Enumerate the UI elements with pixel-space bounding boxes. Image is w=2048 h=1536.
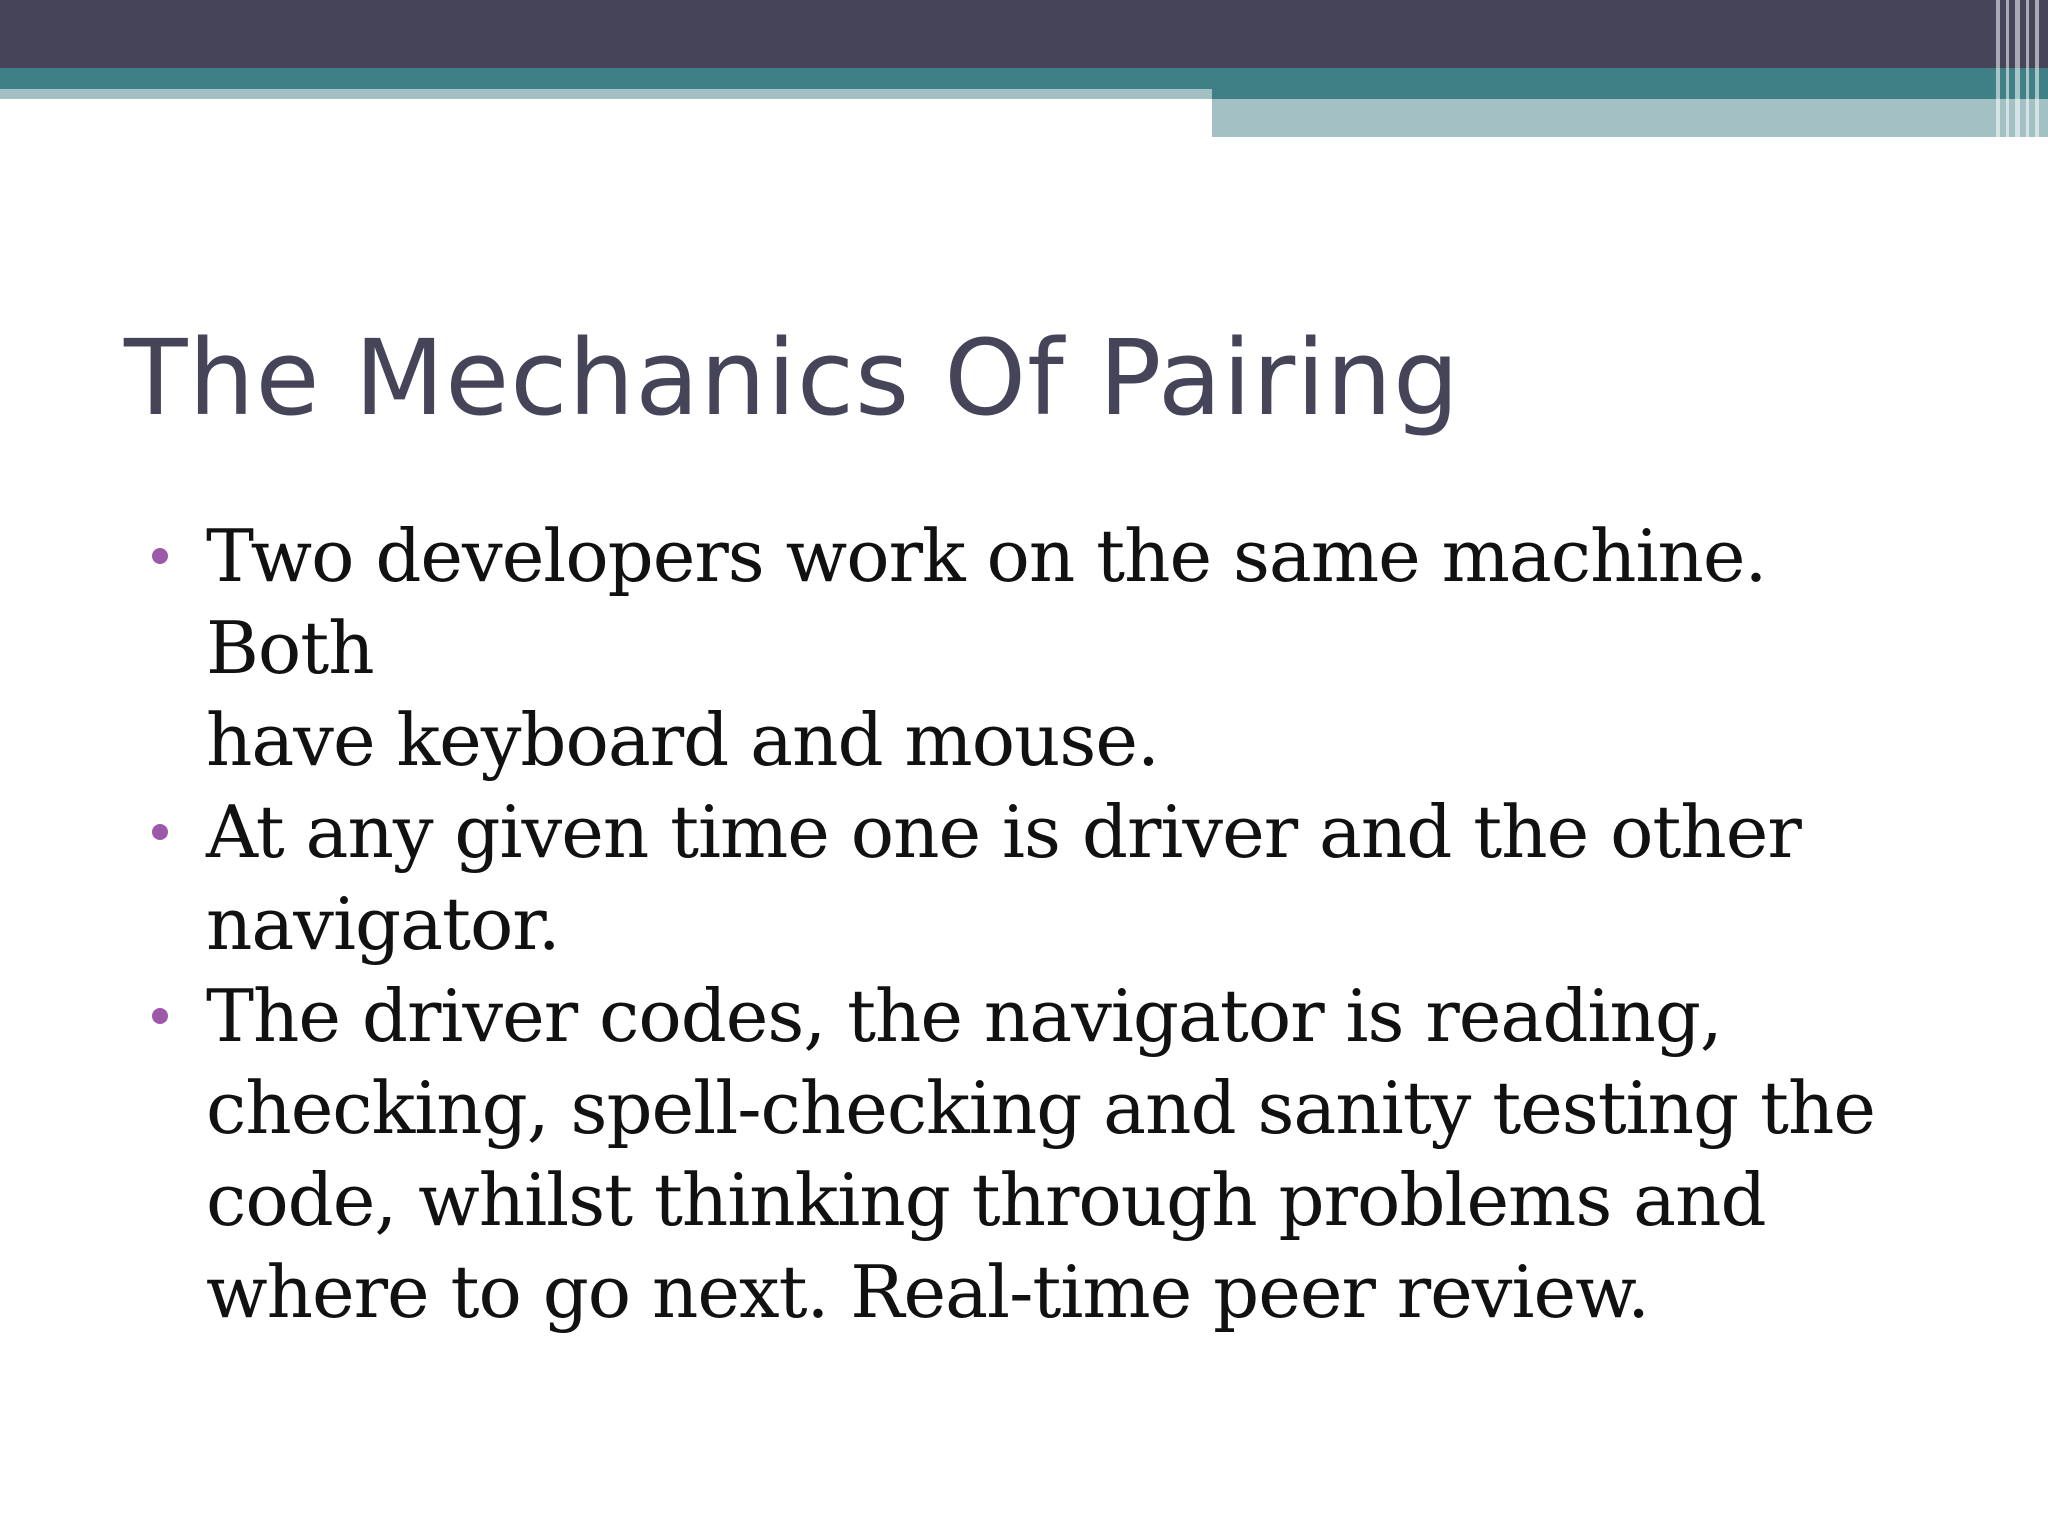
- bullet-line: checking, spell-checking and sanity testing the: [206, 1066, 1875, 1150]
- bullet-line: Two developers work on the same machine. Both: [206, 514, 1767, 690]
- bullet-dot-icon: [152, 1008, 168, 1024]
- bullet-line: code, whilst thinking through problems and: [206, 1158, 1766, 1242]
- bullet-dot-icon: [152, 548, 168, 564]
- bullet-list: [140, 510, 1940, 1338]
- bullet-line: At any given time one is driver and the other: [206, 790, 1801, 874]
- bullet-item: [140, 970, 1940, 1338]
- bullet-line: navigator.: [206, 882, 560, 966]
- header-band-light-left: [0, 89, 1212, 99]
- bullet-line: where to go next. Real-time peer review.: [206, 1250, 1650, 1334]
- header-band-dark: [0, 0, 2048, 68]
- slide-title: The Mechanics Of Pairing: [124, 317, 1461, 439]
- bullet-line: have keyboard and mouse.: [206, 698, 1159, 782]
- bullet-item: [140, 510, 1940, 786]
- header-band-light-right: [1212, 99, 2048, 137]
- bullet-dot-icon: [152, 824, 168, 840]
- bullet-line: The driver codes, the navigator is reading,: [206, 974, 1722, 1058]
- header-edge-stripes: [1988, 0, 2048, 137]
- bullet-item: [140, 786, 1940, 970]
